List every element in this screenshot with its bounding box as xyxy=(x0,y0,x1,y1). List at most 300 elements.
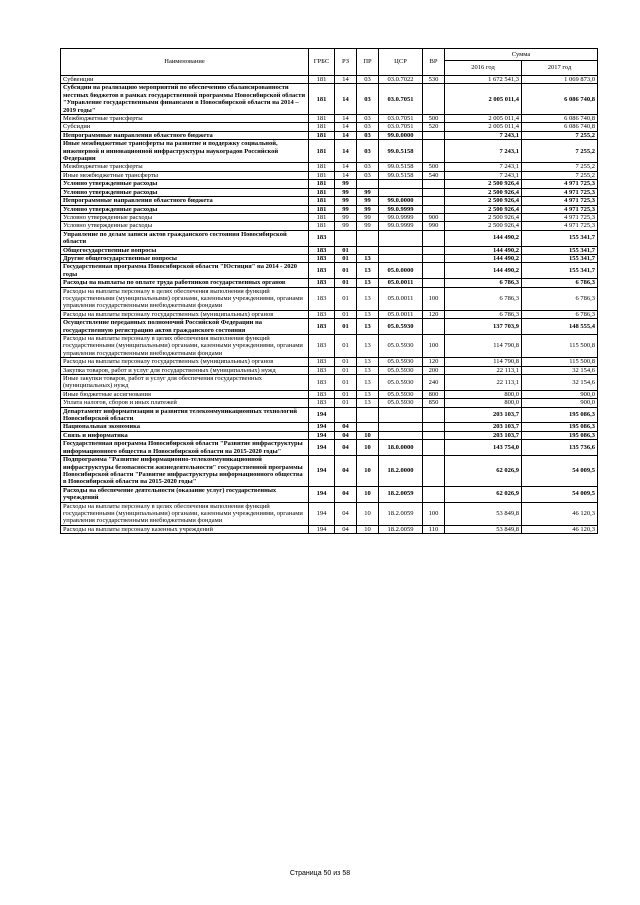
cell-grbs: 183 xyxy=(309,279,335,287)
table-row xyxy=(61,263,598,279)
table-row xyxy=(61,440,598,456)
cell-rz: 14 xyxy=(335,123,357,131)
cell-vr xyxy=(423,205,445,213)
cell-pr: 99 xyxy=(357,197,379,205)
cell-name: Условно утвержденные расходы xyxy=(61,213,309,221)
cell-sum-2017: 7 255,2 xyxy=(522,163,598,171)
cell-sum-2017: 46 120,3 xyxy=(522,502,598,525)
cell-rz: 14 xyxy=(335,115,357,123)
cell-rz: 01 xyxy=(335,335,357,358)
cell-pr: 99 xyxy=(357,213,379,221)
cell-sum-2017: 1 069 873,0 xyxy=(522,76,598,84)
cell-name: Условно утвержденные расходы xyxy=(61,180,309,188)
cell-grbs: 183 xyxy=(309,287,335,310)
cell-grbs: 183 xyxy=(309,375,335,391)
cell-sum-2016: 114 790,8 xyxy=(445,335,522,358)
header-vr: ВР xyxy=(423,49,445,76)
cell-rz: 04 xyxy=(335,423,357,431)
cell-sum-2016: 7 243,1 xyxy=(445,140,522,163)
cell-sum-2017: 46 120,3 xyxy=(522,525,598,533)
cell-vr: 100 xyxy=(423,287,445,310)
cell-csr: 03.0.7051 xyxy=(379,123,423,131)
budget-table xyxy=(60,48,598,534)
cell-pr xyxy=(357,180,379,188)
cell-grbs: 181 xyxy=(309,213,335,221)
cell-grbs: 183 xyxy=(309,254,335,262)
table-row xyxy=(61,358,598,366)
cell-sum-2016: 7 243,1 xyxy=(445,131,522,139)
cell-sum-2016: 144 490,2 xyxy=(445,254,522,262)
cell-csr: 99.0.5158 xyxy=(379,171,423,179)
cell-name: Закупка товаров, работ и услуг для государственных (муниципальных) нужд xyxy=(61,366,309,374)
cell-vr: 200 xyxy=(423,366,445,374)
cell-name: Расходы на выплаты по оплате труда работников государственных органов xyxy=(61,279,309,287)
cell-name: Условно утвержденные расходы xyxy=(61,205,309,213)
table-row xyxy=(61,486,598,502)
cell-grbs: 181 xyxy=(309,197,335,205)
table-row xyxy=(61,254,598,262)
cell-csr xyxy=(379,180,423,188)
cell-rz: 99 xyxy=(335,222,357,230)
table-row xyxy=(61,366,598,374)
cell-sum-2017: 7 255,2 xyxy=(522,140,598,163)
cell-sum-2017: 155 341,7 xyxy=(522,254,598,262)
cell-csr: 05.0.0011 xyxy=(379,279,423,287)
cell-rz: 14 xyxy=(335,140,357,163)
cell-pr: 13 xyxy=(357,399,379,407)
cell-sum-2016: 144 490,2 xyxy=(445,246,522,254)
cell-vr xyxy=(423,140,445,163)
cell-csr: 03.0.7022 xyxy=(379,76,423,84)
cell-rz: 99 xyxy=(335,180,357,188)
cell-sum-2016: 2 500 926,4 xyxy=(445,188,522,196)
header-sum: Сумма xyxy=(445,49,598,61)
cell-rz: 99 xyxy=(335,197,357,205)
cell-grbs: 181 xyxy=(309,180,335,188)
cell-rz: 01 xyxy=(335,375,357,391)
cell-grbs: 194 xyxy=(309,440,335,456)
cell-grbs: 183 xyxy=(309,335,335,358)
cell-pr: 13 xyxy=(357,310,379,318)
cell-name: Расходы на выплаты персоналу государственных (муниципальных) органов xyxy=(61,358,309,366)
cell-pr: 13 xyxy=(357,366,379,374)
cell-grbs: 181 xyxy=(309,171,335,179)
table-row xyxy=(61,171,598,179)
cell-vr xyxy=(423,279,445,287)
cell-pr: 03 xyxy=(357,115,379,123)
cell-csr xyxy=(379,254,423,262)
cell-sum-2016: 53 849,8 xyxy=(445,525,522,533)
table-row xyxy=(61,319,598,335)
cell-vr: 530 xyxy=(423,76,445,84)
cell-vr: 120 xyxy=(423,310,445,318)
cell-rz: 01 xyxy=(335,399,357,407)
cell-vr xyxy=(423,230,445,246)
cell-sum-2016: 2 005 011,4 xyxy=(445,123,522,131)
cell-vr xyxy=(423,431,445,439)
cell-pr: 10 xyxy=(357,456,379,487)
cell-csr: 05.0.0011 xyxy=(379,310,423,318)
cell-vr: 800 xyxy=(423,390,445,398)
cell-grbs: 183 xyxy=(309,310,335,318)
cell-rz: 99 xyxy=(335,205,357,213)
cell-csr xyxy=(379,188,423,196)
cell-csr xyxy=(379,230,423,246)
cell-rz: 01 xyxy=(335,319,357,335)
cell-csr: 05.0.5930 xyxy=(379,319,423,335)
cell-csr: 05.0.0011 xyxy=(379,287,423,310)
cell-csr: 99.0.5158 xyxy=(379,163,423,171)
cell-name: Непрограммные направления областного бюджета xyxy=(61,197,309,205)
cell-sum-2016: 203 103,7 xyxy=(445,423,522,431)
cell-name: Расходы на выплаты персоналу государственных (муниципальных) органов xyxy=(61,310,309,318)
cell-sum-2016: 2 500 926,4 xyxy=(445,213,522,221)
table-row xyxy=(61,84,598,115)
cell-sum-2017: 6 086 740,8 xyxy=(522,84,598,115)
cell-rz: 14 xyxy=(335,131,357,139)
cell-sum-2017: 6 786,3 xyxy=(522,310,598,318)
cell-vr: 110 xyxy=(423,525,445,533)
cell-sum-2016: 2 500 926,4 xyxy=(445,205,522,213)
cell-sum-2016: 137 703,9 xyxy=(445,319,522,335)
cell-rz: 01 xyxy=(335,246,357,254)
cell-pr: 13 xyxy=(357,335,379,358)
cell-sum-2016: 22 113,1 xyxy=(445,375,522,391)
cell-pr: 13 xyxy=(357,390,379,398)
cell-pr: 99 xyxy=(357,205,379,213)
header-pr: ПР xyxy=(357,49,379,76)
cell-sum-2017: 195 086,3 xyxy=(522,407,598,423)
cell-vr xyxy=(423,84,445,115)
table-row xyxy=(61,335,598,358)
cell-sum-2017: 7 255,2 xyxy=(522,131,598,139)
cell-pr: 99 xyxy=(357,222,379,230)
cell-vr xyxy=(423,407,445,423)
cell-csr: 05.0.5930 xyxy=(379,390,423,398)
table-body xyxy=(61,76,598,534)
cell-grbs: 183 xyxy=(309,390,335,398)
cell-pr: 10 xyxy=(357,431,379,439)
cell-vr xyxy=(423,246,445,254)
cell-rz xyxy=(335,407,357,423)
cell-pr: 03 xyxy=(357,140,379,163)
cell-csr: 99.0.5158 xyxy=(379,140,423,163)
cell-name: Непрограммные направления областного бюджета xyxy=(61,131,309,139)
cell-csr: 18.2.0000 xyxy=(379,456,423,487)
cell-vr: 990 xyxy=(423,222,445,230)
table-row xyxy=(61,390,598,398)
cell-csr: 03.0.7051 xyxy=(379,84,423,115)
cell-grbs: 194 xyxy=(309,525,335,533)
cell-sum-2016: 143 754,0 xyxy=(445,440,522,456)
cell-name: Расходы на выплаты персоналу в целях обеспечения выполнения функций государственными (муниципальными) органами, казенными учреждениями, органами управления государственными внебюджетными фондами xyxy=(61,287,309,310)
table-row xyxy=(61,188,598,196)
cell-sum-2017: 4 971 725,3 xyxy=(522,197,598,205)
cell-sum-2016: 800,0 xyxy=(445,399,522,407)
cell-csr: 05.0.5930 xyxy=(379,399,423,407)
cell-sum-2016: 800,0 xyxy=(445,390,522,398)
cell-csr: 18.2.0059 xyxy=(379,502,423,525)
cell-vr xyxy=(423,254,445,262)
cell-csr: 99.0.9999 xyxy=(379,213,423,221)
cell-csr xyxy=(379,246,423,254)
cell-csr: 05.0.5930 xyxy=(379,335,423,358)
table-row xyxy=(61,456,598,487)
cell-rz: 14 xyxy=(335,84,357,115)
cell-csr xyxy=(379,423,423,431)
cell-csr: 18.0.0000 xyxy=(379,440,423,456)
table-row xyxy=(61,525,598,533)
cell-grbs: 181 xyxy=(309,222,335,230)
cell-rz: 01 xyxy=(335,287,357,310)
cell-pr: 03 xyxy=(357,84,379,115)
cell-rz: 04 xyxy=(335,486,357,502)
cell-rz xyxy=(335,230,357,246)
cell-grbs: 183 xyxy=(309,399,335,407)
cell-name: Уплата налогов, сборов и иных платежей xyxy=(61,399,309,407)
cell-name: Другие общегосударственные вопросы xyxy=(61,254,309,262)
cell-sum-2016: 7 243,1 xyxy=(445,163,522,171)
cell-vr xyxy=(423,423,445,431)
table-row xyxy=(61,115,598,123)
header-grbs: ГРБС xyxy=(309,49,335,76)
cell-vr: 100 xyxy=(423,502,445,525)
header-name: Наименование xyxy=(61,49,309,76)
cell-grbs: 181 xyxy=(309,205,335,213)
cell-grbs: 194 xyxy=(309,431,335,439)
cell-sum-2016: 6 786,3 xyxy=(445,279,522,287)
table-row xyxy=(61,222,598,230)
cell-grbs: 183 xyxy=(309,319,335,335)
cell-grbs: 181 xyxy=(309,188,335,196)
cell-sum-2016: 203 103,7 xyxy=(445,431,522,439)
cell-csr: 05.0.0000 xyxy=(379,263,423,279)
cell-name: Расходы на выплаты персоналу в целях обеспечения выполнения функций государственными (муниципальными) органами, казенными учреждениями, органами управления государственными внебюджетными фондами xyxy=(61,502,309,525)
cell-pr: 13 xyxy=(357,358,379,366)
table-row xyxy=(61,131,598,139)
cell-grbs: 181 xyxy=(309,163,335,171)
cell-name: Субсидии xyxy=(61,123,309,131)
cell-grbs: 183 xyxy=(309,263,335,279)
cell-name: Расходы на обеспечение деятельности (оказание услуг) государственных учреждений xyxy=(61,486,309,502)
cell-grbs: 194 xyxy=(309,486,335,502)
cell-sum-2017: 6 086 740,8 xyxy=(522,123,598,131)
cell-grbs: 183 xyxy=(309,358,335,366)
cell-vr: 240 xyxy=(423,375,445,391)
cell-rz: 99 xyxy=(335,213,357,221)
cell-rz: 01 xyxy=(335,390,357,398)
cell-sum-2017: 4 971 725,3 xyxy=(522,222,598,230)
cell-grbs: 194 xyxy=(309,407,335,423)
cell-vr: 500 xyxy=(423,163,445,171)
cell-grbs: 194 xyxy=(309,423,335,431)
header-csr: ЦСР xyxy=(379,49,423,76)
table-row xyxy=(61,163,598,171)
cell-grbs: 194 xyxy=(309,502,335,525)
cell-sum-2017: 4 971 725,3 xyxy=(522,188,598,196)
budget-table-wrapper xyxy=(60,48,597,534)
cell-rz: 01 xyxy=(335,279,357,287)
cell-name: Государственная программа Новосибирской области "Развитие инфраструктуры информационного общества в Новосибирской области на 2015-2020 годы" xyxy=(61,440,309,456)
cell-grbs: 183 xyxy=(309,366,335,374)
cell-rz: 04 xyxy=(335,502,357,525)
cell-vr xyxy=(423,197,445,205)
cell-vr xyxy=(423,131,445,139)
cell-rz: 01 xyxy=(335,254,357,262)
table-row xyxy=(61,197,598,205)
cell-csr xyxy=(379,431,423,439)
cell-sum-2017: 54 009,5 xyxy=(522,486,598,502)
cell-rz: 01 xyxy=(335,358,357,366)
cell-name: Департамент информатизации и развития телекоммуникационных технологий Новосибирской области xyxy=(61,407,309,423)
cell-rz: 04 xyxy=(335,456,357,487)
cell-csr: 05.0.5930 xyxy=(379,358,423,366)
cell-pr xyxy=(357,423,379,431)
cell-sum-2017: 115 500,8 xyxy=(522,335,598,358)
cell-csr: 18.2.0059 xyxy=(379,486,423,502)
cell-name: Государственная программа Новосибирской области "Юстиция" на 2014 - 2020 годы xyxy=(61,263,309,279)
cell-name: Подпрограмма "Развитие информационно-телекоммуникационной инфраструктуры безопасности жизнедеятельности" государственной программы Новосибирской области "Развитие инфраструктуры информационного общества в Новосибирской области на 2015-2020 годы" xyxy=(61,456,309,487)
cell-sum-2017: 155 341,7 xyxy=(522,246,598,254)
cell-sum-2017: 115 500,8 xyxy=(522,358,598,366)
cell-sum-2017: 6 786,3 xyxy=(522,279,598,287)
cell-sum-2017: 32 154,6 xyxy=(522,375,598,391)
cell-rz: 14 xyxy=(335,76,357,84)
cell-sum-2017: 32 154,6 xyxy=(522,366,598,374)
cell-name: Осуществление переданных полномочий Российской Федерации на государственную регистрацию актов гражданского состояния xyxy=(61,319,309,335)
cell-rz: 14 xyxy=(335,163,357,171)
cell-pr: 10 xyxy=(357,440,379,456)
table-row xyxy=(61,431,598,439)
cell-sum-2017: 4 971 725,3 xyxy=(522,213,598,221)
cell-name: Связь и информатика xyxy=(61,431,309,439)
cell-vr xyxy=(423,319,445,335)
cell-csr: 99.0.9999 xyxy=(379,222,423,230)
cell-rz: 01 xyxy=(335,310,357,318)
cell-pr xyxy=(357,407,379,423)
cell-name: Субвенции xyxy=(61,76,309,84)
cell-pr: 13 xyxy=(357,279,379,287)
cell-grbs: 181 xyxy=(309,131,335,139)
cell-pr: 03 xyxy=(357,163,379,171)
cell-vr xyxy=(423,180,445,188)
cell-grbs: 181 xyxy=(309,84,335,115)
table-row xyxy=(61,180,598,188)
cell-rz: 04 xyxy=(335,525,357,533)
cell-vr: 900 xyxy=(423,213,445,221)
cell-sum-2017: 155 341,7 xyxy=(522,263,598,279)
cell-rz: 01 xyxy=(335,263,357,279)
cell-vr: 540 xyxy=(423,171,445,179)
cell-sum-2016: 144 490,2 xyxy=(445,230,522,246)
cell-rz: 04 xyxy=(335,431,357,439)
cell-name: Межбюджетные трансферты xyxy=(61,115,309,123)
cell-pr: 03 xyxy=(357,76,379,84)
cell-rz: 14 xyxy=(335,171,357,179)
cell-sum-2016: 7 243,1 xyxy=(445,171,522,179)
cell-name: Иные межбюджетные трансферты xyxy=(61,171,309,179)
cell-sum-2016: 62 026,9 xyxy=(445,456,522,487)
cell-name: Иные закупки товаров, работ и услуг для обеспечения государственных (муниципальных) нужд xyxy=(61,375,309,391)
cell-csr: 99.0.0000 xyxy=(379,131,423,139)
cell-sum-2017: 6 086 740,8 xyxy=(522,115,598,123)
cell-csr: 05.0.5930 xyxy=(379,375,423,391)
table-row xyxy=(61,279,598,287)
cell-sum-2017: 7 255,2 xyxy=(522,171,598,179)
cell-grbs: 183 xyxy=(309,246,335,254)
cell-vr xyxy=(423,456,445,487)
cell-pr: 13 xyxy=(357,287,379,310)
cell-pr xyxy=(357,230,379,246)
table-row xyxy=(61,213,598,221)
cell-grbs: 183 xyxy=(309,230,335,246)
table-row xyxy=(61,205,598,213)
cell-rz: 01 xyxy=(335,366,357,374)
table-row xyxy=(61,246,598,254)
cell-vr: 520 xyxy=(423,123,445,131)
cell-pr: 03 xyxy=(357,123,379,131)
cell-name: Межбюджетные трансферты xyxy=(61,163,309,171)
cell-pr: 13 xyxy=(357,263,379,279)
cell-sum-2016: 6 786,3 xyxy=(445,310,522,318)
cell-name: Общегосударственные вопросы xyxy=(61,246,309,254)
cell-pr: 10 xyxy=(357,525,379,533)
table-row xyxy=(61,76,598,84)
cell-pr: 13 xyxy=(357,319,379,335)
table-row xyxy=(61,423,598,431)
header-year-2017: 2017 год xyxy=(522,61,598,76)
cell-vr: 500 xyxy=(423,115,445,123)
cell-sum-2016: 22 113,1 xyxy=(445,366,522,374)
header-year-2016: 2016 год xyxy=(445,61,522,76)
cell-grbs: 194 xyxy=(309,456,335,487)
cell-name: Субсидии на реализацию мероприятий по обеспечению сбалансированности местных бюджетов в рамках государственной программы Новосибирской области "Управление государственными финансами в Новосибирской области на 2014 – 2019 годы" xyxy=(61,84,309,115)
table-row xyxy=(61,407,598,423)
cell-pr: 13 xyxy=(357,254,379,262)
table-row xyxy=(61,502,598,525)
cell-sum-2016: 53 849,8 xyxy=(445,502,522,525)
cell-csr: 05.0.5930 xyxy=(379,366,423,374)
cell-sum-2017: 4 971 725,3 xyxy=(522,180,598,188)
cell-pr: 10 xyxy=(357,502,379,525)
cell-pr: 03 xyxy=(357,171,379,179)
cell-grbs: 181 xyxy=(309,76,335,84)
cell-rz: 99 xyxy=(335,188,357,196)
cell-name: Расходы на выплаты персоналу казенных учреждений xyxy=(61,525,309,533)
cell-csr: 99.0.0000 xyxy=(379,197,423,205)
cell-name: Управление по делам записи актов гражданского состояния Новосибирской области xyxy=(61,230,309,246)
cell-sum-2016: 1 672 541,3 xyxy=(445,76,522,84)
cell-name: Иные межбюджетные трансферты на развитие и поддержку социальной, инженерной и инновационной инфраструктуры наукоградов Российской Федерации xyxy=(61,140,309,163)
cell-sum-2017: 195 086,3 xyxy=(522,423,598,431)
header-rz: РЗ xyxy=(335,49,357,76)
cell-csr xyxy=(379,407,423,423)
cell-sum-2016: 114 790,8 xyxy=(445,358,522,366)
cell-sum-2017: 195 086,3 xyxy=(522,431,598,439)
cell-sum-2017: 54 009,5 xyxy=(522,456,598,487)
cell-pr: 03 xyxy=(357,131,379,139)
table-row xyxy=(61,230,598,246)
cell-csr: 18.2.0059 xyxy=(379,525,423,533)
cell-vr xyxy=(423,440,445,456)
cell-sum-2017: 148 555,4 xyxy=(522,319,598,335)
cell-vr xyxy=(423,263,445,279)
cell-sum-2016: 2 005 011,4 xyxy=(445,84,522,115)
cell-csr: 99.0.9999 xyxy=(379,205,423,213)
cell-sum-2016: 144 490,2 xyxy=(445,263,522,279)
cell-name: Национальная экономика xyxy=(61,423,309,431)
table-row xyxy=(61,287,598,310)
